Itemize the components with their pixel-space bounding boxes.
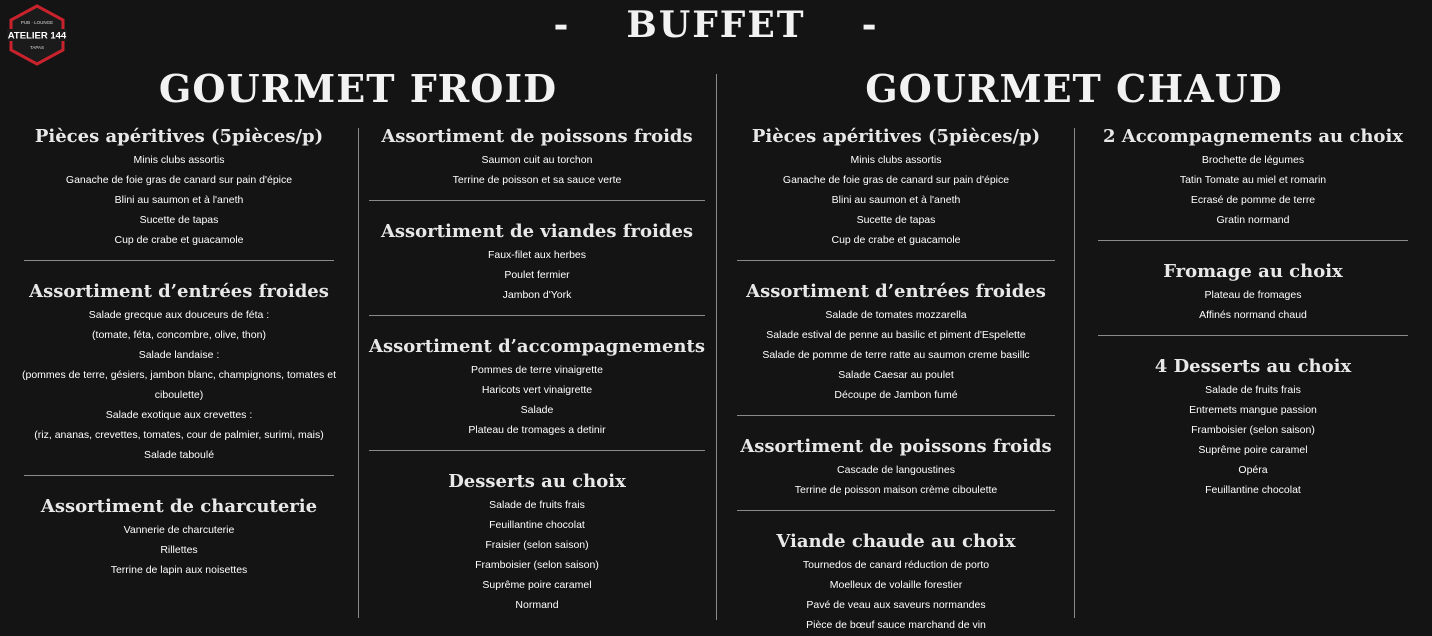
title-dash-right: -: [861, 4, 879, 46]
page-title: [0, 4, 1432, 46]
menu-item: Terrine de lapin aux noisettes: [110, 564, 248, 576]
menu-item: Salade de fruits frais: [489, 499, 585, 511]
menu-item: Suprême poire caramel: [482, 579, 592, 591]
section-title: Viande chaude au choix: [776, 531, 1016, 552]
menu-section: [18, 124, 340, 250]
froid-column-2: [362, 124, 712, 615]
menu-item: Découpe de Jambon fumé: [834, 389, 958, 401]
section-title: Assortiment de poissons froids: [740, 436, 1052, 457]
section-divider: [737, 415, 1056, 416]
menu-item: Vannerie de charcuterie: [123, 524, 235, 536]
column-divider: [1074, 128, 1075, 618]
section-title: Assortiment d’accompagnements: [369, 336, 705, 357]
menu-item: Poulet fermier: [504, 269, 570, 281]
menu-item: Faux-filet aux herbes: [487, 249, 587, 261]
menu-section: [362, 219, 712, 305]
section-title: Pièces apéritives (5pièces/p): [34, 126, 324, 147]
section-title: Desserts au choix: [448, 471, 626, 492]
menu-section: [1092, 124, 1414, 230]
menu-item: Suprême poire caramel: [1198, 444, 1308, 456]
menu-item: Ganache de foie gras de canard sur pain d'épice: [65, 174, 293, 186]
menu-item: Blini au saumon et à l'aneth: [831, 194, 961, 206]
section-divider: [737, 510, 1056, 511]
menu-section: [18, 279, 340, 465]
menu-item: Sucette de tapas: [856, 214, 936, 226]
title-dash-left: -: [553, 4, 571, 46]
menu-item: Jambon d'York: [502, 289, 572, 301]
menu-item: Opéra: [1238, 464, 1268, 476]
menu-item: Tatin Tomate au miel et romarin: [1179, 174, 1327, 186]
menu-section: [362, 469, 712, 615]
menu-item: Haricots vert vinaigrette: [481, 384, 593, 396]
menu-item: Terrine de poisson et sa sauce verte: [452, 174, 622, 186]
section-title: Fromage au choix: [1163, 261, 1343, 282]
menu-item: Salade taboulé: [143, 449, 215, 461]
menu-section: [730, 279, 1062, 405]
froid-column-1: [18, 124, 340, 580]
menu-item: Minis clubs assortis: [133, 154, 225, 166]
section-title: Assortiment de poissons froids: [381, 126, 693, 147]
section-title: 4 Desserts au choix: [1154, 356, 1352, 377]
menu-item: Terrine de poisson maison crème ciboulette: [794, 484, 998, 496]
menu-item: Pommes de terre vinaigrette: [471, 364, 603, 376]
section-divider: [24, 475, 333, 476]
menu-item: Ecrasé de pomme de terre: [1190, 194, 1316, 206]
chaud-column-2: [1092, 124, 1414, 500]
menu-item: Affinés normand chaud: [1199, 309, 1307, 321]
menu-item: Salade landaise :: [138, 349, 220, 361]
section-divider: [369, 200, 705, 201]
menu-section: [730, 434, 1062, 500]
menu-item: Gratin normand: [1216, 214, 1290, 226]
gourmet-chaud-heading: GOURMET CHAUD: [865, 66, 1283, 111]
menu-section: [730, 124, 1062, 250]
menu-item: Moelleux de volaille forestier: [829, 579, 963, 591]
menu-item: Salade de fruits frais: [1205, 384, 1301, 396]
menu-section: [362, 334, 712, 440]
chaud-column-1: [730, 124, 1062, 635]
menu-item: Feuillantine chocolat: [489, 519, 585, 531]
menu-item: Framboisier (selon saison): [1191, 424, 1315, 436]
menu-item: Rillettes: [160, 544, 198, 556]
section-divider: [369, 315, 705, 316]
section-divider: [1098, 240, 1407, 241]
menu-item: Tournedos de canard réduction de porto: [802, 559, 990, 571]
menu-item: Feuillantine chocolat: [1205, 484, 1301, 496]
menu-item: Salade estival de penne au basilic et piment d'Espelette: [766, 329, 1026, 341]
menu-item: Pièce de bœuf sauce marchand de vin: [806, 619, 986, 631]
menu-center-divider: [716, 74, 717, 620]
menu-item: (riz, ananas, crevettes, tomates, cour de palmier, surimi, mais): [34, 429, 324, 441]
section-title: Assortiment de charcuterie: [40, 496, 318, 517]
menu-item: Brochette de légumes: [1201, 154, 1305, 166]
section-title: Pièces apéritives (5pièces/p): [751, 126, 1041, 147]
logo-bottom-text: TAPAS: [29, 45, 45, 50]
gourmet-froid-heading: GOURMET FROID: [158, 66, 558, 111]
section-divider: [737, 260, 1056, 261]
menu-item: Entremets mangue passion: [1189, 404, 1317, 416]
title-text: BUFFET: [626, 4, 806, 46]
menu-section: [1092, 354, 1414, 500]
logo-top-text: PUB · LOUNGE: [20, 20, 54, 25]
menu-section: [1092, 259, 1414, 325]
section-title: Assortiment de viandes froides: [380, 221, 694, 242]
menu-item: Plateau de tromages a detinir: [468, 424, 606, 436]
section-divider: [369, 450, 705, 451]
menu-item: Framboisier (selon saison): [475, 559, 599, 571]
menu-item: Salade grecque aux douceurs de féta :: [88, 309, 270, 321]
menu-item: Salade de tomates mozzarella: [825, 309, 967, 321]
menu-item: Saumon cuit au torchon: [481, 154, 593, 166]
column-divider: [358, 128, 359, 618]
menu-item: Blini au saumon et à l'aneth: [114, 194, 244, 206]
section-title: 2 Accompagnements au choix: [1102, 126, 1404, 147]
menu-item: Pavé de veau aux saveurs normandes: [806, 599, 986, 611]
menu-item: Fraisier (selon saison): [485, 539, 589, 551]
menu-item: Salade de pomme de terre ratte au saumon creme basillc: [762, 349, 1030, 361]
section-divider: [1098, 335, 1407, 336]
section-title: Assortiment d’entrées froides: [746, 281, 1046, 302]
menu-item: Salade: [520, 404, 554, 416]
menu-item: Sucette de tapas: [139, 214, 219, 226]
menu-item: Cascade de langoustines: [837, 464, 955, 476]
section-divider: [24, 260, 333, 261]
menu-item: Plateau de fromages: [1204, 289, 1302, 301]
menu-item: Salade exotique aux crevettes :: [105, 409, 253, 421]
logo-name: ATELIER 144: [7, 30, 67, 42]
menu-section: [730, 529, 1062, 635]
menu-item: Ganache de foie gras de canard sur pain d'épice: [782, 174, 1010, 186]
menu-item: (tomate, féta, concombre, olive, thon): [92, 329, 266, 341]
menu-item: Salade Caesar au poulet: [838, 369, 954, 381]
menu-item: Minis clubs assortis: [850, 154, 942, 166]
menu-item: Normand: [515, 599, 559, 611]
menu-item: Cup de crabe et guacamole: [114, 234, 244, 246]
menu-item: Cup de crabe et guacamole: [831, 234, 961, 246]
menu-section: [362, 124, 712, 190]
section-title: Assortiment d’entrées froides: [29, 281, 329, 302]
menu-item: (pommes de terre, gésiers, jambon blanc, champignons, tomates et ciboulette): [22, 369, 336, 401]
menu-section: [18, 494, 340, 580]
